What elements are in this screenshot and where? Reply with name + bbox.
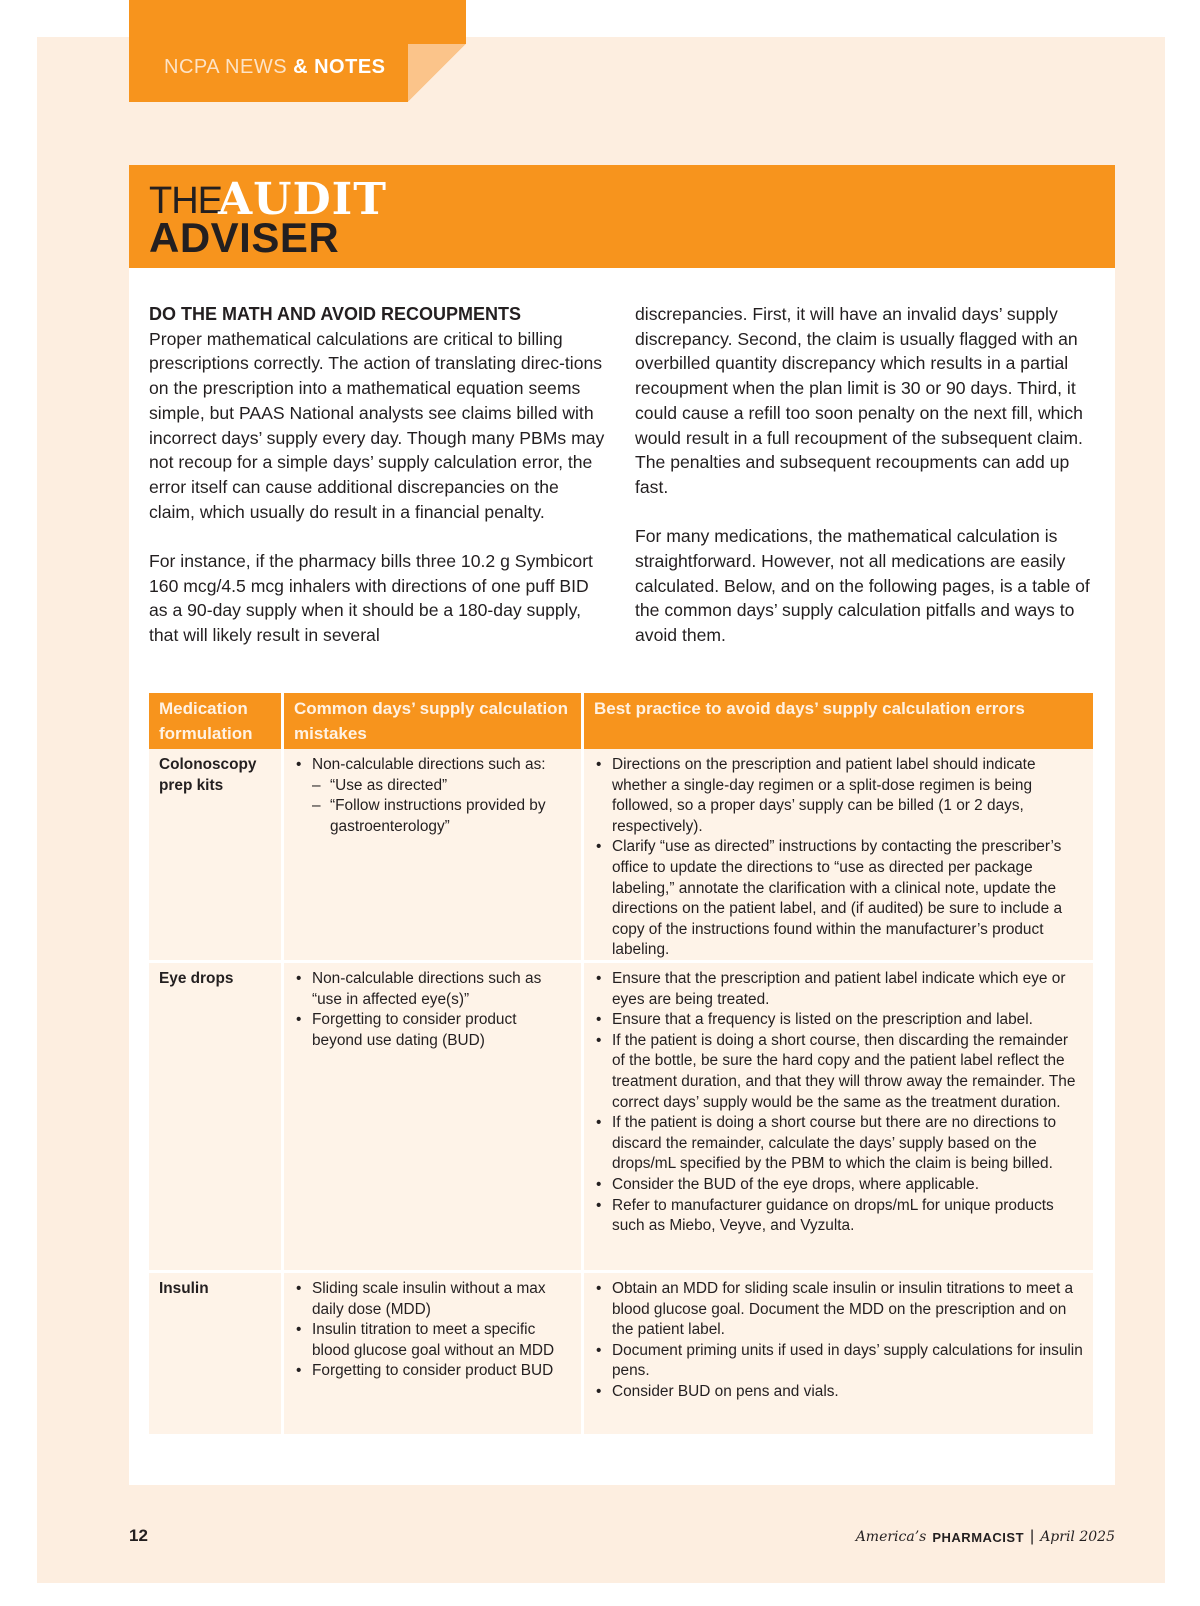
list-item: • Forgetting to consider product BUD [294, 1361, 571, 1382]
banner-the: THE [149, 180, 222, 222]
list-item: • Refer to manufacturer guidance on drops/mL for unique products such as Miebo, Veyve, and Vyzulta. [594, 1196, 1083, 1237]
article-paragraph: For instance, if the pharmacy bills three 10.2 g Symbicort 160 mcg/4.5 mcg inhalers with directions of one puff BID as a 90-day supply when it should be a 180-day supply, that will likely result in several [149, 551, 593, 646]
section-label-light: NCPA NEWS [164, 56, 288, 78]
list-item: • If the patient is doing a short course but there are no directions to discard the remainder, calculate the days’ supply based on the drops/mL specified by the PBM to which the claim is being billed. [594, 1113, 1083, 1175]
banner-adviser: ADVISER [149, 214, 340, 261]
banner-audit: AUDIT [218, 174, 387, 225]
section-label-bold: & NOTES [293, 56, 386, 78]
article-paragraph: Proper mathematical calculations are critical to billing prescriptions correctly. The action of translating direc-tions on the prescription into a mathematical equation seems simple, but PAAS National analysts see claims billed with incorrect days’ supply every day. Though many PBMs may not recoup for a simple days’ supply calculation error, the error itself can cause additional discrepancies on the claim, which usually do result in a financial penalty. [149, 328, 605, 522]
list-item: • Sliding scale insulin without a max daily dose (MDD) [294, 1279, 571, 1320]
magazine-footer [856, 1528, 1115, 1546]
list-item: • Forgetting to consider product beyond use dating (BUD) [294, 1010, 571, 1051]
list-item: • Clarify “use as directed” instructions by contacting the prescriber’s office to update the directions to “use as directed per package labeling,” annotate the clarification with a clinical note, update the directions on the patient label, and (if audited) be sure to include a copy of the instructions found within the manufacturer’s product labeling. [594, 837, 1083, 961]
table-header-row [149, 693, 1093, 749]
table-row [149, 1273, 1093, 1434]
footer-separator: | [1030, 1528, 1035, 1545]
table-cell [584, 749, 1093, 960]
article-paragraph: For many medications, the mathematical calculation is straightforward. However, not all medications are easily calculated. Below, and on the following pages, is a table of the common days’ supply calculation pitfalls and ways to avoid them. [635, 526, 1090, 646]
list-item: • Insulin titration to meet a specific blood glucose goal without an MDD [294, 1320, 571, 1361]
mistake-list [294, 1279, 571, 1382]
table-row [149, 963, 1093, 1270]
table-row [149, 749, 1093, 960]
list-item: • Consider BUD on pens and vials. [594, 1382, 1083, 1403]
sub-list [312, 776, 571, 838]
list-item [294, 755, 571, 837]
table-cell [149, 749, 281, 960]
article-column-right [635, 302, 1097, 648]
mistake-text: Non-calculable directions such as: [312, 756, 546, 773]
table-cell [584, 963, 1093, 1270]
section-label [164, 56, 386, 79]
article-paragraph: discrepancies. First, it will have an invalid days’ supply discrepancy. Second, the claim is usually flagged with an overbilled quantity discrepancy which results in a partial recoupment when the plan limit is 30 or 90 days. Third, it could cause a refill too soon penalty on the next fill, which would result in a full recoupment of the subsequent claim. The penalties and subsequent recoupments can add up fast. [635, 304, 1083, 497]
list-item: • Non-calculable directions such as “use in affected eye(s)” [294, 969, 571, 1010]
table-header-cell: Best practice to avoid days’ supply calculation errors [584, 693, 1093, 749]
list-item: – “Follow instructions provided by gastroenterology” [312, 796, 571, 837]
medication-name: Insulin [159, 1280, 209, 1297]
table-cell [284, 1273, 581, 1434]
tab-fold-corner [408, 44, 466, 102]
list-item: • If the patient is doing a short course, then discarding the remainder of the bottle, be sure the hard copy and the patient label reflect the treatment duration, and that they will throw away the remainder. The correct days’ supply would be the same as the treatment duration. [594, 1031, 1083, 1113]
table-header-cell: Medication formulation [149, 693, 281, 749]
table-cell [149, 963, 281, 1270]
article-heading: DO THE MATH AND AVOID RECOUPMENTS [149, 304, 521, 324]
medication-name: Eye drops [159, 970, 234, 987]
list-item: • Directions on the prescription and patient label should indicate whether a single-day regimen or a split-dose regimen is being followed, so a proper days’ supply can be billed (1 or 2 days, respectively). [594, 755, 1083, 837]
list-item: • Ensure that a frequency is listed on the prescription and label. [594, 1010, 1083, 1031]
mistake-list [294, 969, 571, 1051]
magazine-name: PHARMACIST [932, 1529, 1025, 1545]
table-header-cell: Common days’ supply calculation mistakes [284, 693, 581, 749]
page-number: 12 [129, 1526, 148, 1545]
list-item: • Ensure that the prescription and patient label indicate which eye or eyes are being treated. [594, 969, 1083, 1010]
practice-list [594, 755, 1083, 961]
practice-list [594, 969, 1083, 1237]
table-cell [149, 1273, 281, 1434]
medication-name: Colonoscopy prep kits [159, 756, 257, 794]
list-item: – “Use as directed” [312, 776, 571, 797]
table-cell [584, 1273, 1093, 1434]
magazine-prefix: America’s [855, 1529, 927, 1545]
issue-date: April 2025 [1040, 1529, 1115, 1545]
mistake-list [294, 755, 571, 837]
list-item: • Consider the BUD of the eye drops, where applicable. [594, 1175, 1083, 1196]
table-cell [284, 963, 581, 1270]
days-supply-table [149, 693, 1093, 1434]
list-item: • Document priming units if used in days’ supply calculations for insulin pens. [594, 1341, 1083, 1382]
list-item: • Obtain an MDD for sliding scale insulin or insulin titrations to meet a blood glucose goal. Document the MDD on the prescription and on the patient label. [594, 1279, 1083, 1341]
practice-list [594, 1279, 1083, 1403]
article-column-left [149, 302, 605, 648]
table-cell [284, 749, 581, 960]
